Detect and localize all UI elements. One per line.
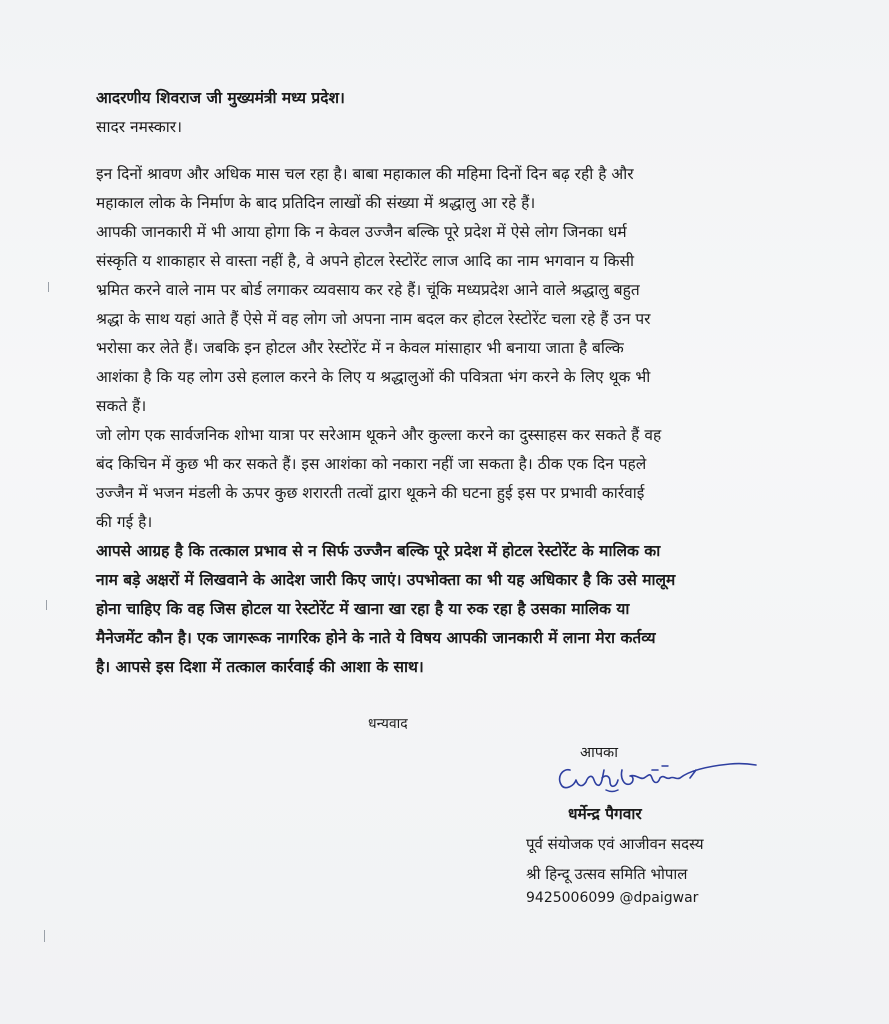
addressee: आदरणीय शिवराज जी मुख्यमंत्री मध्य प्रदेश। [96,89,345,107]
text-line: नाम बड़े अक्षरों में लिखवाने के आदेश जारी किए जाएं। उपभोक्ता का भी यह अधिकार है कि उसे मालूम [96,571,676,589]
thanks-text: धन्यवाद [368,716,408,732]
paragraph-1 [96,160,796,218]
text-line: श्रद्धा के साथ यहां आते हैं ऐसे में वह लोग जो अपना नाम बदल कर होटल रेस्टोरेंट चला रहे हैं उन पर [96,310,651,328]
text-line: आपकी जानकारी में भी आया होगा कि न केवल उज्जैन बल्कि पूरे प्रदेश में ऐसे लोग जिनका धर्म [96,223,627,241]
text-line: आशंका है कि यह लोग उसे हलाल करने के लिए य श्रद्धालुओं की पवित्रता भंग करने के लिए थूक भी [96,368,651,386]
text-line: इन दिनों श्रावण और अधिक मास चल रहा है। बाबा महाकाल की महिमा दिनों दिन बढ़ रही है और [96,165,634,183]
text-line: जो लोग एक सार्वजनिक शोभा यात्रा पर सरेआम थूकने और कुल्ला करने का दुस्साहस कर सकते हैं वह [96,426,662,444]
text-line: महाकाल लोक के निर्माण के बाद प्रतिदिन लाखों की संख्या में श्रद्धालु आ रहे हैं। [96,194,536,212]
signer-designation: पूर्व संयोजक एवं आजीवन सदस्य [526,835,704,853]
paper-mark [46,600,47,610]
paragraph-2 [96,218,796,421]
signer-name: धर्मेन्द्र पैगवार [568,805,642,823]
text-line: भरोसा कर लेते हैं। जबकि इन होटल और रेस्टोरेंट में न केवल मांसाहार भी बनाया जाता है बल्कि [96,339,624,357]
text-line: मैनेजमेंट कौन है। एक जागरूक नागरिक होने के नाते ये विषय आपकी जानकारी में लाना मेरा कर्तव्य [96,629,656,647]
text-line: संस्कृति य शाकाहार से वास्ता नहीं है, वे अपने होटल रेस्टोरेंट लाज आदि का नाम भगवान य किसी [96,252,635,270]
paragraph-3 [96,421,796,537]
paper-mark [44,930,45,942]
signer-contact: 9425006099 @dpaigwar [526,890,699,906]
spacer [96,142,796,160]
text-line: होना चाहिए कि वह जिस होटल या रेस्टोरेंट में खाना खा रहा है या रुक रहा है उसका मालिक या [96,600,630,618]
text-line: है। आपसे इस दिशा में तत्काल कार्रवाई की आशा के साथ। [96,658,424,676]
text-line: आपसे आग्रह है कि तत्काल प्रभाव से न सिर्फ उज्जैन बल्कि पूरे प्रदेश में होटल रेस्टोरेंट के मालिक का [96,542,661,560]
letter-body [96,84,796,682]
signer-organization: श्री हिन्दू उत्सव समिति भोपाल [526,865,688,883]
text-line: बंद किचिन में कुछ भी कर सकते हैं। इस आशंका को नकारा नहीं जा सकता है। ठीक एक दिन पहले [96,455,647,473]
text-line: भ्रमित करने वाले नाम पर बोर्ड लगाकर व्यवसाय कर रहे हैं। चूंकि मध्यप्रदेश आने वाले श्रद्धालु बहुत [96,281,640,299]
text-line: की गई है। [96,513,153,531]
paragraph-4-request [96,537,796,682]
text-line: सकते हैं। [96,397,147,415]
paper-mark [48,282,49,292]
closing-text: आपका [580,745,618,761]
text-line: उज्जैन में भजन मंडली के ऊपर कुछ शरारती तत्वों द्वारा थूकने की घटना हुई इस पर प्रभावी कार्रवाई [96,484,645,502]
greeting: सादर नमस्कार। [96,118,183,136]
handwritten-signature [540,756,760,798]
